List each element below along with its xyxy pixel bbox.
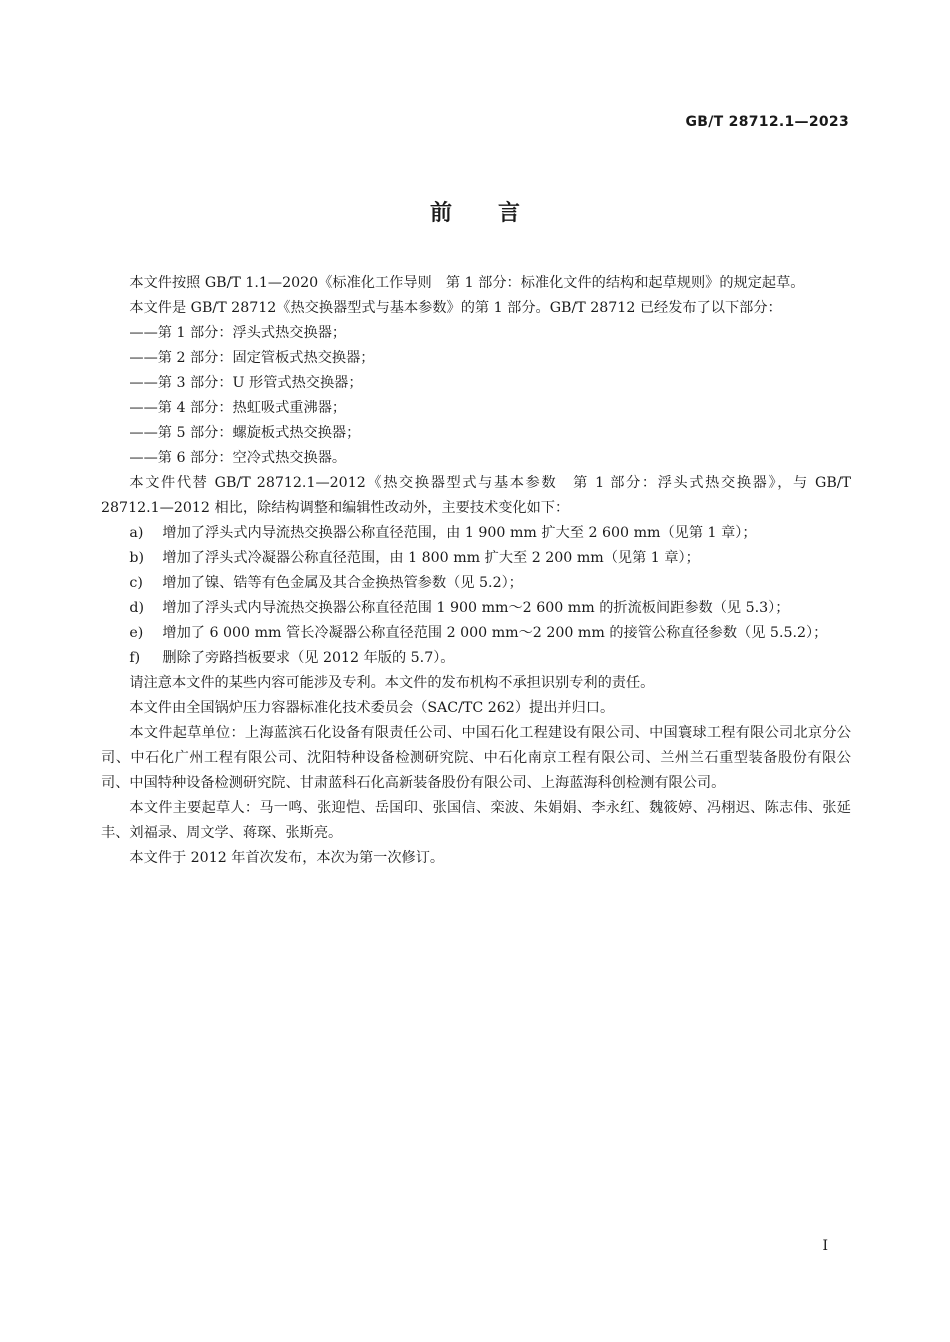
page-number: I: [822, 1238, 828, 1254]
list-item-part: ——第 2 部分：固定管板式热交换器；: [129, 350, 375, 366]
change-text: 增加了浮头式内导流热交换器公称直径范围 1 900 mm～2 600 mm 的折流板间距参数（见 5.3）；: [162, 600, 790, 616]
list-item-change: [101, 621, 851, 646]
standard-number: GB/T 28712.1—2023: [685, 114, 849, 130]
change-text: 增加了浮头式内导流热交换器公称直径范围，由 1 900 mm 扩大至 2 600 mm（见第 1 章）；: [162, 525, 757, 541]
paragraph-patent-notice: 请注意本文件的某些内容可能涉及专利。本文件的发布机构不承担识别专利的责任。: [129, 675, 655, 691]
change-label: d): [129, 600, 145, 616]
paragraph-series-intro: 本文件是 GB/T 28712《热交换器型式与基本参数》的第 1 部分。GB/T 28712 已经发布了以下部分：: [129, 300, 782, 316]
change-text: 增加了镍、锆等有色金属及其合金换热管参数（见 5.2）；: [162, 575, 523, 591]
list-item-change: [101, 596, 851, 621]
paragraph-drafters: 本文件主要起草人：马一鸣、张迎恺、岳国印、张国信、栾波、朱娟娟、李永红、魏筱婷、冯栩迟、陈志伟、张延丰、刘福录、周文学、蒋琛、张斯亮。: [101, 800, 851, 841]
page-title: 前言: [429, 201, 566, 226]
change-label: e): [129, 625, 144, 641]
list-item-part: ——第 3 部分：U 形管式热交换器；: [129, 375, 363, 391]
foreword-body: [101, 271, 851, 871]
list-item-part: ——第 5 部分：螺旋板式热交换器；: [129, 425, 361, 441]
paragraph-drafting-rules: 本文件按照 GB/T 1.1—2020《标准化工作导则 第 1 部分：标准化文件的结构和起草规则》的规定起草。: [129, 275, 805, 291]
paragraph-replacement: 本文件代替 GB/T 28712.1—2012《热交换器型式与基本参数 第 1 部分：浮头式热交换器》，与 GB/T 28712.1—2012 相比，除结构调整和编辑性改动外，主要技术变化如下：: [101, 475, 851, 516]
change-text: 删除了旁路挡板要求（见 2012 年版的 5.7）。: [162, 650, 455, 666]
change-label: f): [129, 650, 141, 666]
paragraph-history: 本文件于 2012 年首次发布，本次为第一次修订。: [129, 850, 445, 866]
change-text: 增加了浮头式冷凝器公称直径范围，由 1 800 mm 扩大至 2 200 mm（见第 1 章）；: [162, 550, 700, 566]
list-item-change: [101, 571, 851, 596]
change-label: c): [129, 575, 143, 591]
list-item-part: ——第 6 部分：空冷式热交换器。: [129, 450, 347, 466]
paragraph-drafting-units: 本文件起草单位：上海蓝滨石化设备有限责任公司、中国石化工程建设有限公司、中国寰球工程有限公司北京分公司、中石化广州工程有限公司、沈阳特种设备检测研究院、中石化南京工程有限公司、兰州兰石重型装备股份有限公司、中国特种设备检测研究院、甘肃蓝科石化高新装备股份有限公司、上海蓝海科创检测有限公司。: [101, 725, 851, 791]
paragraph-committee: 本文件由全国锅炉压力容器标准化技术委员会（SAC/TC 262）提出并归口。: [129, 700, 615, 716]
list-item-part: ——第 1 部分：浮头式热交换器；: [129, 325, 347, 341]
list-item-change: [101, 546, 851, 571]
list-item-part: ——第 4 部分：热虹吸式重沸器；: [129, 400, 347, 416]
change-text: 增加了 6 000 mm 管长冷凝器公称直径范围 2 000 mm～2 200 mm 的接管公称直径参数（见 5.5.2）；: [162, 625, 828, 641]
change-label: b): [129, 550, 145, 566]
list-item-change: [101, 521, 851, 546]
list-item-change: [101, 646, 851, 671]
change-label: a): [129, 525, 144, 541]
